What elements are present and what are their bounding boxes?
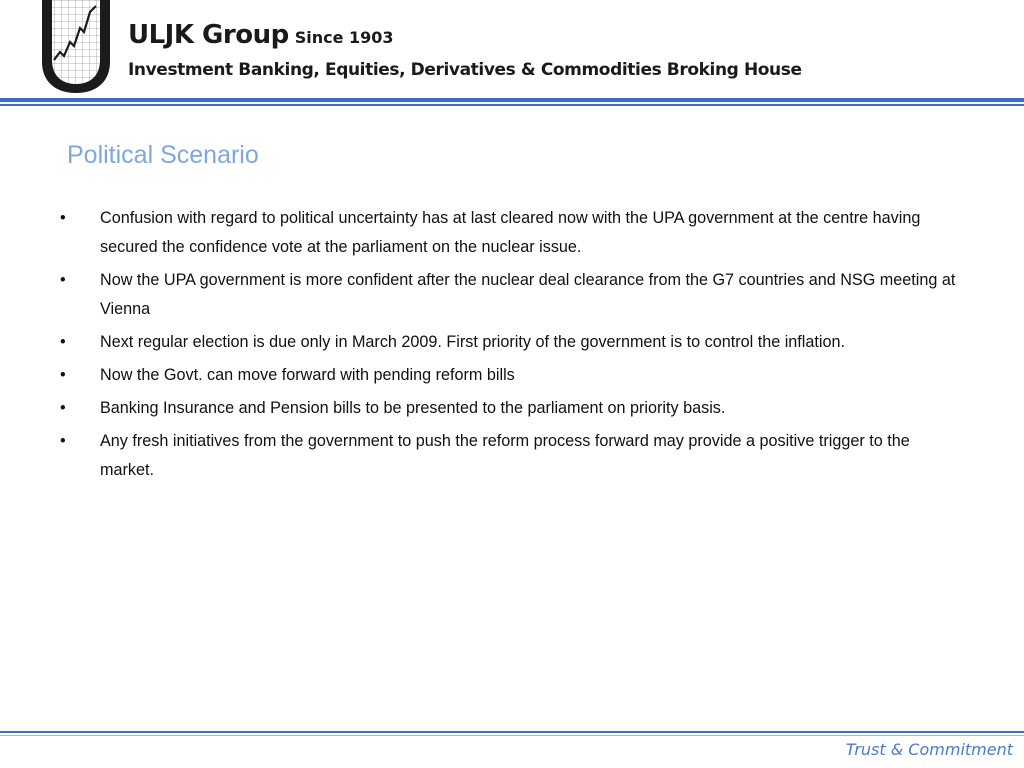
bullet-marker: •: [60, 333, 66, 351]
bullet-item: [56, 427, 966, 485]
bullet-item: [56, 361, 966, 390]
slide-title: Political Scenario: [67, 141, 259, 169]
header-divider: [0, 98, 1024, 102]
bullet-marker: •: [60, 209, 66, 227]
company-name: ULJK Group: [128, 20, 289, 50]
bullet-marker: •: [60, 432, 66, 450]
bullet-item: [56, 394, 966, 423]
bullet-text: Confusion with regard to political uncertainty has at last cleared now with the UPA government at the centre having secured the confidence vote at the parliament on the nuclear issue.: [100, 209, 921, 256]
bullet-text: Any fresh initiatives from the government to push the reform process forward may provide a positive trigger to the market.: [100, 432, 910, 479]
bullet-marker: •: [60, 271, 66, 289]
bullet-item: [56, 266, 966, 324]
shield-chart-logo-icon: [40, 0, 112, 94]
since-year: Since 1903: [294, 28, 394, 47]
bullet-item: [56, 328, 966, 357]
header-divider-thin: [0, 104, 1024, 106]
footer-slogan: Trust & Commitment: [845, 740, 1013, 759]
brand-line: [128, 20, 394, 50]
bullet-marker: •: [60, 366, 66, 384]
bullet-text: Banking Insurance and Pension bills to be presented to the parliament on priority basis.: [100, 399, 726, 417]
footer-divider-thin: [0, 735, 1024, 736]
bullet-list: [56, 204, 966, 489]
bullet-text: Now the Govt. can move forward with pending reform bills: [100, 366, 515, 384]
footer-divider: [0, 731, 1024, 733]
bullet-item: [56, 204, 966, 262]
company-tagline: Investment Banking, Equities, Derivatives & Commodities Broking House: [128, 60, 802, 80]
bullet-text: Next regular election is due only in March 2009. First priority of the government is to control the inflation.: [100, 333, 845, 351]
bullet-marker: •: [60, 399, 66, 417]
bullet-text: Now the UPA government is more confident after the nuclear deal clearance from the G7 countries and NSG meeting at Vienna: [100, 271, 956, 318]
